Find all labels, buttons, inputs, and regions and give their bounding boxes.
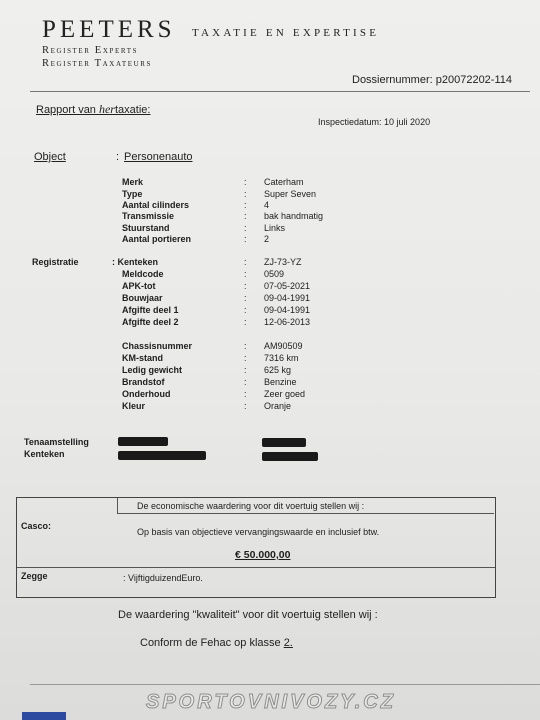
box-divider: [17, 567, 495, 568]
letterhead: [42, 16, 380, 70]
zegge-value: : VijftigduizendEuro.: [123, 573, 203, 583]
redaction-bar: [262, 452, 318, 461]
header-divider: [30, 91, 530, 92]
tenaamstelling-label: Tenaamstelling: [24, 437, 89, 447]
conform-statement: [140, 637, 293, 649]
box-divider: [117, 498, 118, 513]
conform-text: Conform de Fehac op klasse: [140, 637, 284, 649]
valuation-amount: € 50.000,00: [235, 549, 291, 561]
zegge-label: Zegge: [21, 571, 48, 581]
registratie-label: Registratie: [32, 257, 79, 267]
kenteken-label: Kenteken: [24, 449, 65, 459]
object-label: Object: [34, 151, 66, 163]
object-value: Personenauto: [124, 151, 193, 163]
inspection-date: Inspectiedatum: 10 juli 2020: [318, 117, 431, 127]
redaction-bar: [262, 438, 306, 447]
valuation-basis: Op basis van objectieve vervangingswaarde en inclusief btw.: [137, 527, 380, 537]
company-tagline: TAXATIE EN EXPERTISE: [192, 27, 380, 39]
redaction-bar: [118, 451, 206, 460]
report-title: [36, 102, 150, 117]
document-page: PEETERS TAXATIE EN EXPERTISE Register Experts Register Taxateurs Dossiernummer: p20072202-114 Rapport van hertaxatie: Inspectiedatum: 10 juli 2020 Object : Personenauto Merk : Caterham Type : Super Seven Aantal cilinders : 4 Transmissie : bak handmatig Stuurstand : Links Aantal portieren : 2 Registratie : Kenteken : ZJ-73-YZ Meldcode : 0509 APK-tot : 07-05-2021 Bouwjaar : 09-04-1991 Afgifte deel 1 : 09-04-1991 Afgifte deel 2 : 12-06-2013 Chassisnummer : AM90509 KM-stand : 7316 km Ledig gewicht : 625 kg Brandstof : Benzine Onderhoud : Zeer goed Kleur : Oranje Tenaamstelling Kenteken De economische waardering voor dit voertuig stellen wij : Casco: Op basis van objectieve vervangingswaarde en inclusief btw. € 50.000,00 Zegge : VijftigduizendEuro. De waardering "kwaliteit" voor dit voertuig stellen wij : Conform de Fehac op klasse 2. SPORTOVNIVOZY.CZ: [0, 0, 540, 720]
report-title-post: taxatie:: [114, 104, 151, 116]
object-colon: :: [116, 151, 120, 163]
casco-label: Casco:: [21, 521, 52, 531]
redaction-bar: [118, 437, 168, 446]
report-title-pre: Rapport van: [36, 104, 99, 116]
footer-logo-fragment: [22, 712, 66, 720]
footer-divider: [30, 684, 540, 685]
dossier-number: Dossiernummer: p20072202-114: [352, 74, 512, 86]
quality-statement: De waardering "kwaliteit" voor dit voertuig stellen wij :: [118, 609, 378, 621]
valuation-box: [16, 497, 496, 598]
watermark: SPORTOVNIVOZY.CZ: [146, 691, 396, 713]
company-sub-2: Register Taxateurs: [42, 58, 152, 69]
valuation-header: De economische waardering voor dit voertuig stellen wij :: [137, 501, 365, 511]
report-title-em: her: [98, 102, 115, 116]
conform-klasse: 2.: [283, 637, 293, 649]
company-sub-1: Register Experts: [42, 45, 139, 56]
box-divider: [117, 513, 494, 514]
company-name: PEETERS: [42, 16, 176, 43]
